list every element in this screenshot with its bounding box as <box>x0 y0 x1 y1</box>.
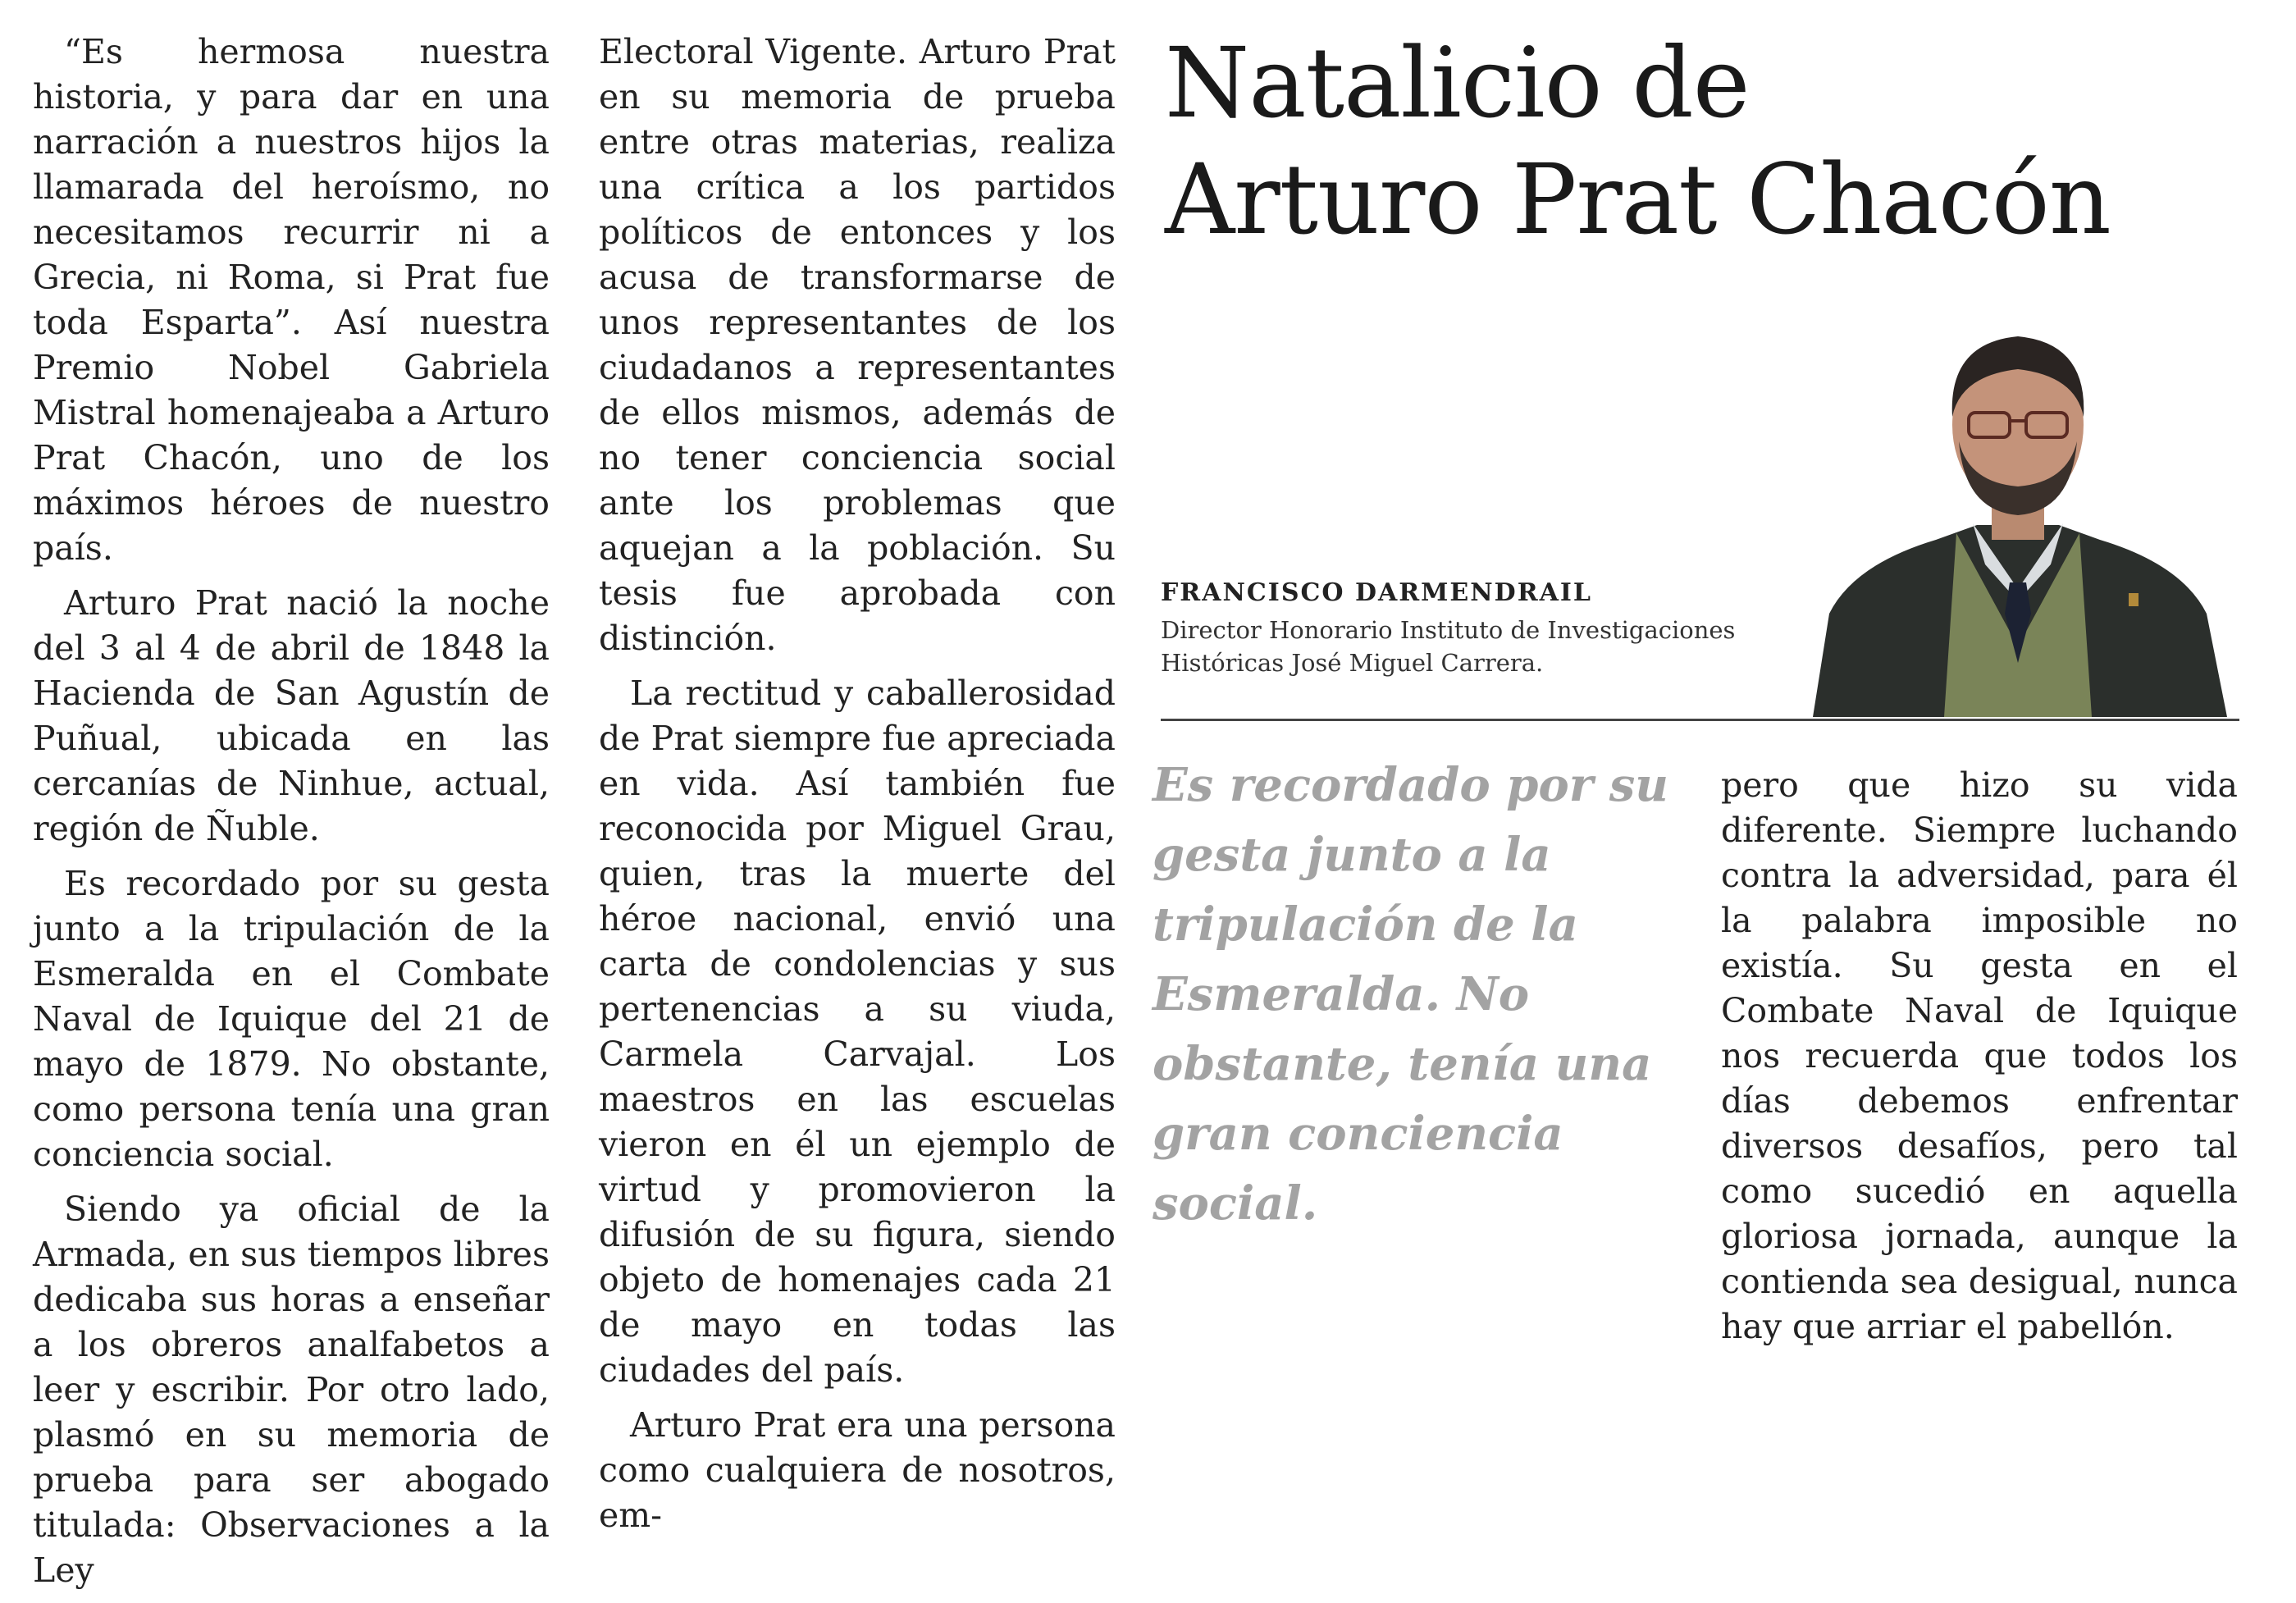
paragraph: La rectitud y caballerosidad de Prat siempre fue apreciada en vida. Así también fue reconocida por Miguel Grau, quien, tras la muerte del héroe nacional, envió una carta de condolencias y sus pertenencias a su viuda, Carmela Carvajal. Los maestros en las escuelas vieron en él un ejemplo de virtud y promovieron la difusión de su figura, siendo objeto de homenajes cada 21 de mayo en todas las ciudades del país. <box>599 674 1116 1390</box>
paragraph: Siendo ya oficial de la Armada, en sus tiempos libres dedicaba sus horas a enseñar a los obreros analfabetos a leer y escribir. Por otro lado, plasmó en su memoria de prueba para ser abogado titulada: Observaciones a la Ley <box>33 1190 550 1590</box>
title-line-1: Natalicio de <box>1165 26 1750 139</box>
paragraph: Electoral Vigente. Arturo Prat en su memoria de prueba entre otras materias, realiza una crítica a los partidos políticos de entonces y los acusa de transformarse de unos representantes de los ciudadanos a representantes de ellos mismos, además de no tener conciencia social ante los problemas que aquejan a la población. Su tesis fue aprobada con distinción. <box>599 32 1116 658</box>
body-column-2 <box>599 30 1116 1548</box>
pull-quote: Es recordado por su gesta junto a la tripulación de la Esmeralda. No obstante, tenía una gran conciencia social. <box>1153 758 1668 1231</box>
paragraph: Arturo Prat era una persona como cualquiera de nosotros, em- <box>599 1405 1116 1535</box>
paragraph: Arturo Prat nació la noche del 3 al 4 de abril de 1848 la Hacienda de San Agustín de Puñual, ubicada en las cercanías de Ninhue, actual, región de Ñuble. <box>33 583 550 848</box>
author-name: FRANCISCO DARMENDRAIL <box>1161 578 1593 607</box>
author-role-line-2: Históricas José Miguel Carrera. <box>1161 649 1544 677</box>
body-column-3 <box>1721 763 2238 1359</box>
paragraph: Es recordado por su gesta junto a la tripulación de la Esmeralda en el Combate Naval de Iquique del 21 de mayo de 1879. No obstante, como persona tenía una gran conciencia social. <box>33 864 550 1174</box>
body-column-1 <box>33 30 550 1603</box>
title-line-2: Arturo Prat Chacón <box>1165 143 2111 256</box>
paragraph: pero que hizo su vida diferente. Siempre luchando contra la adversidad, para él la palabra imposible no existía. Su gesta en el Combate Naval de Iquique nos recuerda que todos los días debemos enfrentar diversos desafíos, pero tal como sucedió en aquella gloriosa jornada, aunque la contienda sea desigual, nunca hay que arriar el pabellón. <box>1721 765 2238 1346</box>
author-role-line-1: Director Honorario Instituto de Investigaciones <box>1161 616 1736 644</box>
divider-rule <box>1161 719 2239 721</box>
article-title <box>1165 25 2231 258</box>
author-role <box>1161 614 1784 679</box>
author-portrait <box>1805 318 2231 717</box>
paragraph: “Es hermosa nuestra historia, y para dar en una narración a nuestros hijos la llamarada del heroísmo, no necesitamos recurrir ni a Grecia, ni Roma, si Prat fue toda Esparta”. Así nuestra Premio Nobel Gabriela Mistral homenajeaba a Arturo Prat Chacón, uno de los máximos héroes de nuestro país. <box>33 32 550 568</box>
